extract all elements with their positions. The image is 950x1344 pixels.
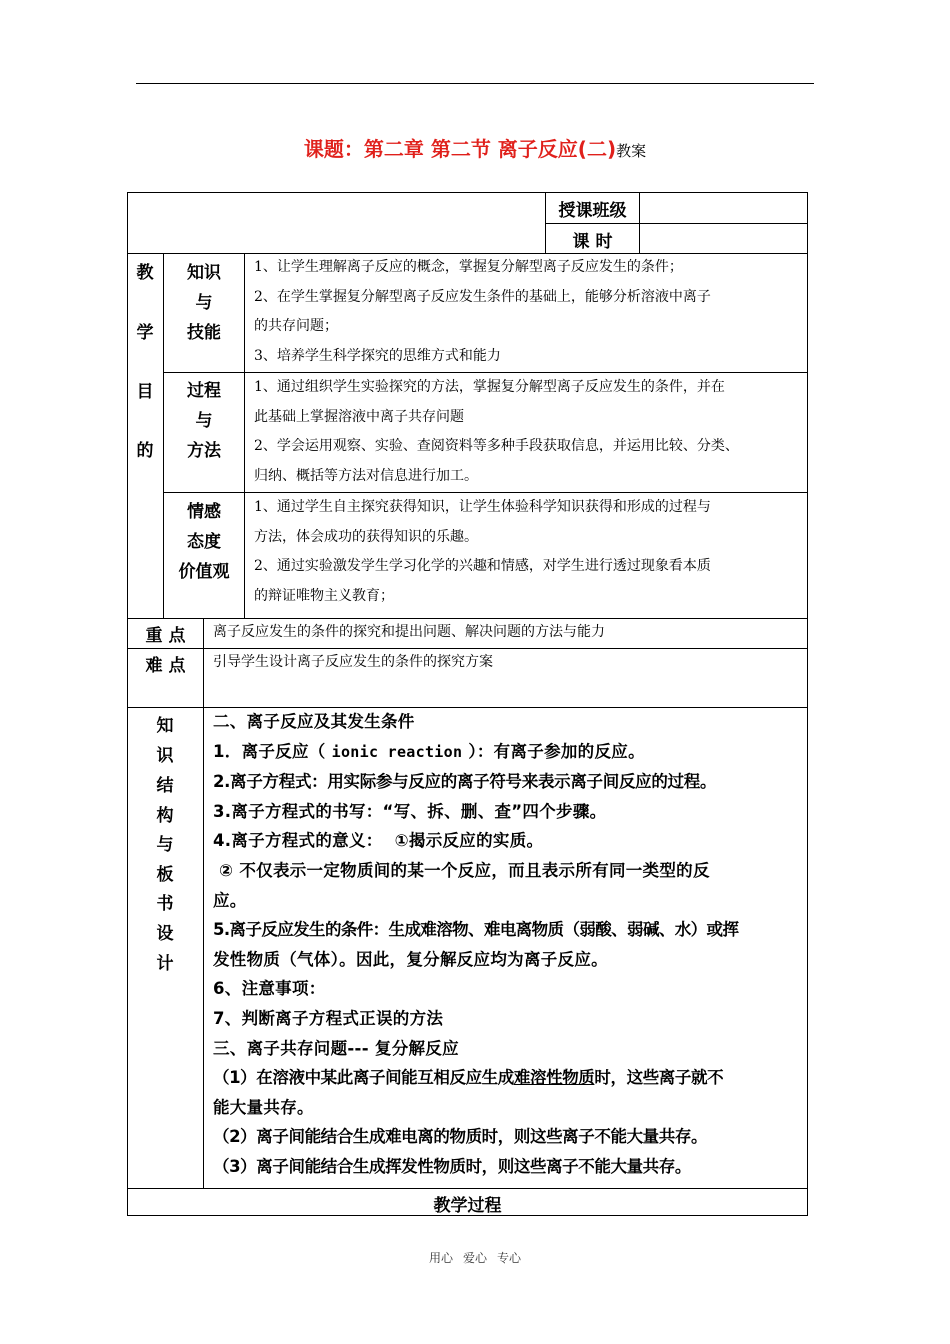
table-rule bbox=[545, 223, 808, 224]
english-term: ionic reaction bbox=[331, 742, 463, 761]
board-label-char: 识 bbox=[156, 746, 174, 766]
text-line: 1、通过组织学生实验探究的方法，掌握复分解型离子反应发生的条件，并在 bbox=[254, 379, 725, 395]
objectives-label-char: 教 bbox=[136, 263, 154, 283]
difficulty-label: 难 点 bbox=[145, 656, 186, 676]
title-suffix: 教案 bbox=[616, 142, 647, 160]
text-span: 时，这些离子就不 bbox=[594, 1068, 724, 1088]
label-line: 价值观 bbox=[178, 562, 230, 582]
board-line bbox=[213, 737, 805, 768]
label-line: 态度 bbox=[187, 532, 221, 552]
teaching-process-label: 教学过程 bbox=[433, 1196, 502, 1216]
board-line: 能大量共存。 bbox=[213, 1097, 314, 1117]
board-line: 二、离子反应及其发生条件 bbox=[213, 712, 415, 731]
text-span: （1）在溶液中某此离子间能互相反应生成 bbox=[213, 1068, 514, 1088]
board-line: 发性物质（气体）。因此，复分解反应均为离子反应。 bbox=[213, 949, 608, 969]
attitude-values-label bbox=[164, 497, 244, 587]
label-line: 与 bbox=[195, 411, 213, 431]
board-line: 3.离子方程式的书写：“写、拆、删、查”四个步骤。 bbox=[213, 801, 607, 821]
knowledge-skills-text bbox=[254, 253, 806, 371]
knowledge-skills-label bbox=[164, 258, 244, 348]
board-label-char: 板 bbox=[156, 865, 174, 885]
label-line: 情感 bbox=[187, 502, 221, 522]
table-rule bbox=[127, 1188, 808, 1189]
label-line: 过程 bbox=[187, 381, 221, 401]
board-label-char: 书 bbox=[156, 894, 174, 914]
text-line: 1、让学生理解离子反应的概念，掌握复分解型离子反应发生的条件； bbox=[254, 259, 683, 275]
text-line: 方法，体会成功的获得知识的乐趣。 bbox=[254, 528, 478, 545]
page-title bbox=[0, 133, 950, 162]
process-methods-label bbox=[164, 376, 244, 466]
table-rule bbox=[244, 253, 245, 619]
hours-value bbox=[640, 227, 807, 252]
footer-word: 用心 bbox=[428, 1251, 453, 1265]
board-label-char: 设 bbox=[156, 924, 174, 944]
label-line: 知识 bbox=[187, 263, 221, 283]
objectives-label-char: 学 bbox=[136, 323, 154, 343]
label-line: 方法 bbox=[187, 441, 221, 461]
hours-label: 课 时 bbox=[572, 232, 613, 252]
class-value bbox=[640, 196, 807, 222]
text-line: 的辩证唯物主义教育； bbox=[254, 587, 394, 604]
table-rule bbox=[203, 618, 204, 1189]
underlined-term: 难溶性物质 bbox=[513, 1068, 595, 1088]
text-span: ）：有离子参加的反应。 bbox=[468, 741, 645, 761]
key-point-label: 重 点 bbox=[145, 626, 186, 646]
class-label: 授课班级 bbox=[558, 201, 627, 221]
page-footer bbox=[0, 1249, 950, 1266]
board-line: 5.离子反应发生的条件：生成难溶物、难电离物质（弱酸、弱碱、水）或挥 bbox=[213, 920, 739, 940]
board-line: 三、离子共存问题--- 复分解反应 bbox=[213, 1038, 459, 1058]
title-main: 课题：第二章 第二节 离子反应(二) bbox=[303, 137, 617, 161]
objectives-label-char: 目 bbox=[136, 382, 154, 402]
board-line: （2）离子间能结合生成难电离的物质时，则这些离子不能大量共存。 bbox=[213, 1127, 708, 1147]
board-line: （3）离子间能结合生成挥发性物质时，则这些离子不能大量共存。 bbox=[213, 1156, 691, 1176]
label-line: 技能 bbox=[187, 323, 221, 343]
board-label-char: 与 bbox=[156, 835, 174, 855]
label-line: 与 bbox=[195, 293, 213, 313]
text-line: 3、培养学生科学探究的思维方式和能力 bbox=[254, 347, 501, 364]
objectives-label-char: 的 bbox=[136, 441, 154, 461]
board-line: 4.离子方程式的意义： ①揭示反应的实质。 bbox=[213, 831, 544, 851]
board-line bbox=[213, 1063, 805, 1093]
table-border-top bbox=[127, 192, 808, 193]
board-design-content bbox=[213, 707, 805, 1182]
footer-word: 专心 bbox=[497, 1251, 522, 1265]
text-line: 2、学会运用观察、实验、查阅资料等多种手段获取信息，并运用比较、分类、 bbox=[254, 438, 739, 454]
board-line: ② 不仅表示一定物质间的某一个反应，而且表示所有同一类型的反 bbox=[213, 860, 710, 880]
difficulty-text: 引导学生设计离子反应发生的条件的探究方案 bbox=[213, 654, 493, 670]
board-label-char: 构 bbox=[156, 806, 174, 826]
text-line: 此基础上掌握溶液中离子共存问题 bbox=[254, 408, 464, 425]
table-border-left bbox=[127, 192, 128, 1216]
text-line: 归纳、概括等方法对信息进行加工。 bbox=[254, 467, 478, 484]
table-border-right bbox=[807, 192, 808, 1216]
text-line: 2、通过实验激发学生学习化学的兴趣和情感，对学生进行透过现象看本质 bbox=[254, 558, 711, 574]
board-line: 应。 bbox=[213, 890, 247, 910]
board-label-char: 计 bbox=[156, 954, 174, 974]
text-span: 1．离子反应（ bbox=[213, 741, 326, 761]
board-line: 6、注意事项： bbox=[213, 979, 326, 999]
attitude-values-text bbox=[254, 493, 806, 611]
board-line: 7、判断离子方程式正误的方法 bbox=[213, 1008, 444, 1028]
process-methods-text bbox=[254, 373, 806, 491]
key-point-text: 离子反应发生的条件的探究和提出问题、解决问题的方法与能力 bbox=[213, 624, 605, 640]
text-line: 的共存问题； bbox=[254, 318, 338, 334]
text-line: 2、在学生掌握复分解型离子反应发生条件的基础上，能够分析溶液中离子 bbox=[254, 288, 711, 305]
text-line: 1、通过学生自主探究获得知识，让学生体验科学知识获得和形成的过程与 bbox=[254, 499, 711, 515]
board-label-char: 知 bbox=[156, 716, 174, 736]
board-label-char: 结 bbox=[156, 776, 174, 796]
footer-word: 爱心 bbox=[462, 1251, 487, 1265]
board-line: 2.离子方程式：用实际参与反应的离子符号来表示离子间反应的过程。 bbox=[213, 772, 717, 792]
header-rule bbox=[136, 83, 814, 84]
